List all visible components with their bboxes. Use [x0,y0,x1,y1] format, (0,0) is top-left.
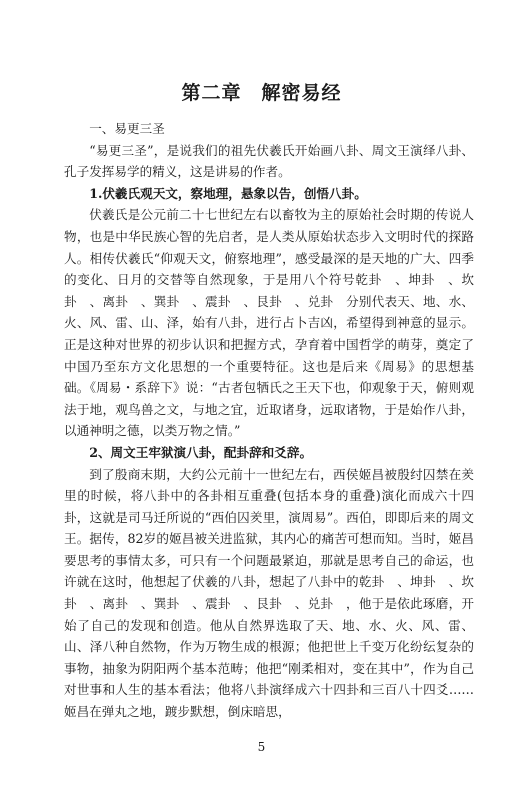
paragraph: 到了殷商末期，大约公元前十一世纪左右，西侯姬昌被殷纣囚禁在羑里的时候，将八卦中的各卦相互重叠(包括本身的重叠)演化而成六十四卦，这就是司马迁所说的“西伯囚羑里，演周易”。西伯，即即后来的周文王。据传，82岁的姬昌被关进监狱，其内心的痛苦可想而知。当时，姬昌要思考的事情太多，可只有一个问题最紧迫，那就是思考自己的命运，也许就在这时，他想起了伏羲的八卦，想起了八卦中的乾卦 、坤卦 、坎卦 、离卦 、巽卦 、震卦 、艮卦 、兑卦 ，他于是依此琢磨，开始了自己的发现和创造。他从自然界选取了天、地、水、火、风、雷、山、泽八种自然物，作为万物生成的根源；他把世上千变万化纷纭复杂的事物，抽象为阴阳两个基本范畴；他把“刚柔相对，变在其中”，作为自己对世事和人生的基本看法；他将八卦演绎成六十四卦和三百八十四爻……姬昌在弹丸之地，踱步默想，倒床暗思， [64,466,474,720]
body-text [64,118,474,723]
subsection-heading: 2、周文王牢狱演八卦，配卦辞和爻辞。 [89,444,313,460]
paragraph: “易更三圣”，是说我们的祖先伏羲氏开始画八卦、周文王演绎八卦、孔子发挥易学的精义，这是讲易的作者。 [64,142,474,180]
chapter-title: 第二章 解密易经 [181,82,342,104]
subsection-heading: 1.伏羲氏观天文，察地理，悬象以告，创悟八卦。 [89,185,367,201]
page-number: 5 [257,740,266,754]
section-heading: 一、易更三圣 [89,121,165,136]
paragraph: 伏羲氏是公元前二十七世纪左右以畜牧为主的原始社会时期的传说人物，也是中华民族心智的先启者，是人类从原始状态步入文明时代的探路人。相传伏羲氏“仰观天文，俯察地理”，感受最深的是天地的广大、四季的变化、日月的交替等自然现象，于是用八个符号乾卦 、坤卦 、坎卦 、离卦 、巽卦 、震卦 、艮卦 、兑卦 分别代表天、地、水、火、风、雷、山、泽，始有八卦，进行占卜吉凶，希望得到神意的显示。正是这种对世界的初步认识和把握方式，孕育着中国哲学的萌芽，奠定了中国乃至东方文化思想的一个重要特征。这也是后来《周易》的思想基础。《周易・系辞下》说：“古者包牺氏之王天下也，仰观象于天，俯则观法于地，观鸟兽之文，与地之宜，近取诸身，远取诸物，于是始作八卦，以通神明之德，以类万物之情。” [64,207,474,439]
